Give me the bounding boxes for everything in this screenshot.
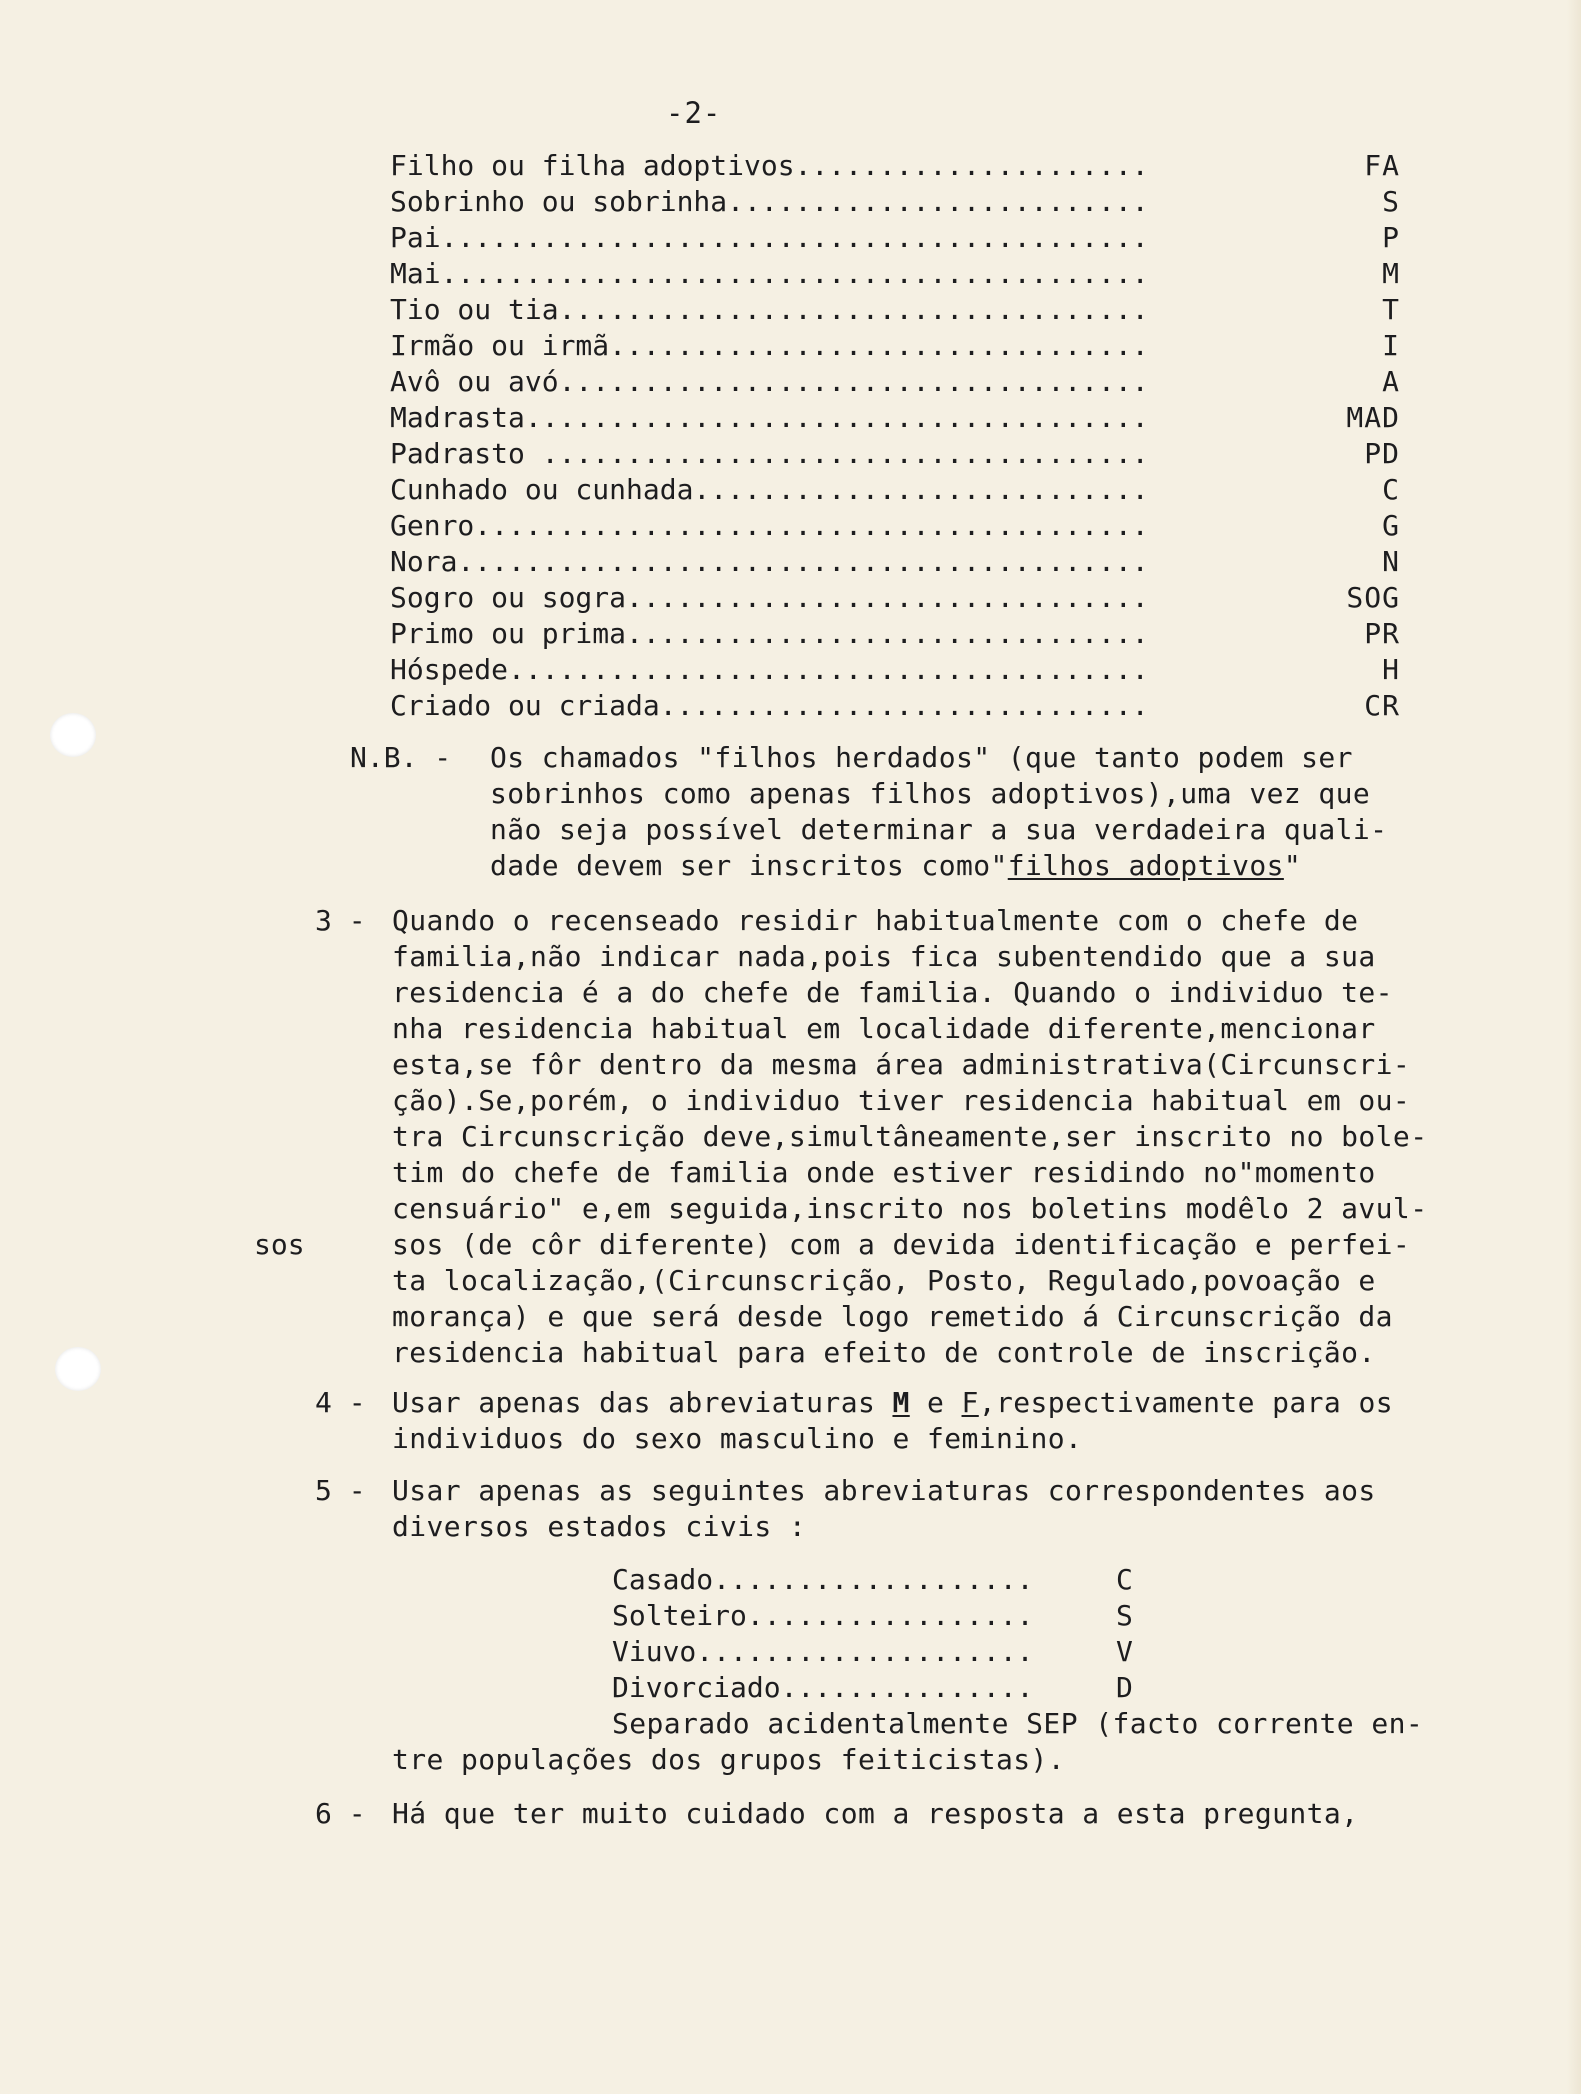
separated-line: Separado acidentalmente SEP (facto corrente en- <box>612 1707 1424 1740</box>
list-item <box>612 1598 1152 1634</box>
list-item <box>390 328 1400 364</box>
list-item <box>390 364 1400 400</box>
item-3-line: residencia habitual para efeito de controle de inscrição. <box>392 1336 1376 1369</box>
nb-line: não seja possível determinar a sua verdadeira quali- <box>490 813 1388 846</box>
list-item <box>390 580 1400 616</box>
nb-line <box>490 848 1387 884</box>
margin-note: sos <box>254 1228 305 1261</box>
relationship-code: PD <box>1364 437 1400 470</box>
civil-state-code: S <box>1116 1599 1133 1632</box>
page-number: -2- <box>666 96 722 130</box>
list-item <box>390 616 1400 652</box>
list-item <box>390 148 1400 184</box>
civil-state-label: Viuvo.................... <box>612 1635 1034 1668</box>
relationship-label: Tio ou tia................................... <box>390 293 1149 326</box>
nb-paragraph <box>490 740 1387 884</box>
relationship-label: Hóspede...................................... <box>390 653 1149 686</box>
relationship-code: SOG <box>1346 581 1400 614</box>
relationship-code: I <box>1382 329 1400 362</box>
list-item <box>390 292 1400 328</box>
list-item <box>612 1562 1152 1598</box>
relationship-code: A <box>1382 365 1400 398</box>
list-item <box>390 652 1400 688</box>
list-item <box>390 220 1400 256</box>
list-item <box>390 184 1400 220</box>
relationship-label: Cunhado ou cunhada........................... <box>390 473 1149 506</box>
civil-state-label: Solteiro................. <box>612 1599 1034 1632</box>
civil-state-list <box>612 1562 1152 1706</box>
abbr-male: M <box>892 1386 910 1419</box>
civil-state-code: V <box>1116 1635 1133 1668</box>
relationship-label: Sobrinho ou sobrinha......................... <box>390 185 1149 218</box>
nb-last-prefix: dade devem ser inscritos como" <box>490 849 1008 882</box>
civil-state-label: Divorciado............... <box>612 1671 1034 1704</box>
relationship-label: Sogro ou sogra............................... <box>390 581 1149 614</box>
abbr-female: F <box>961 1386 979 1419</box>
list-item <box>612 1670 1152 1706</box>
item-3-line: residencia é a do chefe de familia. Quando o individuo te- <box>392 976 1393 1009</box>
item-3-line: morança) e que será desde logo remetido á Circunscrição da <box>392 1300 1393 1333</box>
relationship-code: N <box>1382 545 1400 578</box>
separated-continuation: tre populações dos grupos feiticistas). <box>392 1743 1066 1776</box>
item-3-paragraph <box>392 903 1427 1371</box>
relationship-label: Criado ou criada............................. <box>390 689 1149 722</box>
civil-state-code: D <box>1116 1671 1133 1704</box>
nb-underlined-term: filhos adoptivos <box>1007 849 1284 882</box>
item-3-line: censuário" e,em seguida,inscrito nos boletins modêlo 2 avul- <box>392 1192 1428 1225</box>
relationship-code: MAD <box>1346 401 1400 434</box>
punch-hole <box>55 1347 101 1391</box>
relationship-label: Mai.......................................... <box>390 257 1149 290</box>
item-5-line: Usar apenas as seguintes abreviaturas correspondentes aos <box>392 1474 1376 1507</box>
item-5-marker: 5 - <box>315 1474 366 1507</box>
relationship-code: G <box>1382 509 1400 542</box>
list-item <box>390 508 1400 544</box>
relationship-code: H <box>1382 653 1400 686</box>
list-item <box>390 436 1400 472</box>
list-item <box>390 472 1400 508</box>
item-4-paragraph <box>392 1385 1393 1457</box>
item-3-line: tra Circunscrição deve,simultâneamente,ser inscrito no bole- <box>392 1120 1428 1153</box>
relationship-code-list <box>390 148 1400 724</box>
relationship-code: C <box>1382 473 1400 506</box>
item-3-line: esta,se fôr dentro da mesma área administrativa(Circunscri- <box>392 1048 1411 1081</box>
relationship-label: Padrasto .................................... <box>390 437 1149 470</box>
item-4-prefix: Usar apenas das abreviaturas <box>392 1386 893 1419</box>
relationship-code: FA <box>1364 149 1400 182</box>
relationship-label: Genro........................................ <box>390 509 1149 542</box>
item-4-marker: 4 - <box>315 1386 366 1419</box>
item-4-suffix: ,respectivamente para os <box>978 1386 1393 1419</box>
item-6-line: Há que ter muito cuidado com a resposta a esta pregunta, <box>392 1797 1359 1830</box>
relationship-label: Irmão ou irmã................................ <box>390 329 1149 362</box>
list-item <box>390 544 1400 580</box>
relationship-label: Avô ou avó................................... <box>390 365 1149 398</box>
list-item <box>390 688 1400 724</box>
relationship-label: Pai.......................................... <box>390 221 1149 254</box>
relationship-code: PR <box>1364 617 1400 650</box>
nb-marker: N.B. - <box>350 741 452 774</box>
relationship-code: M <box>1382 257 1400 290</box>
item-5-paragraph <box>392 1473 1376 1545</box>
item-3-line: sos (de côr diferente) com a devida identificação e perfei- <box>392 1228 1411 1261</box>
list-item <box>390 256 1400 292</box>
list-item <box>390 400 1400 436</box>
item-3-line: tim do chefe de familia onde estiver residindo no"momento <box>392 1156 1376 1189</box>
item-3-line: Quando o recenseado residir habitualmente com o chefe de <box>392 904 1359 937</box>
list-item <box>612 1634 1152 1670</box>
item-6-marker: 6 - <box>315 1797 366 1830</box>
nb-line: Os chamados "filhos herdados" (que tanto podem ser <box>490 741 1353 774</box>
item-3-line: ta localização,(Circunscrição, Posto, Regulado,povoação e <box>392 1264 1376 1297</box>
relationship-code: T <box>1382 293 1400 326</box>
relationship-code: P <box>1382 221 1400 254</box>
civil-state-code: C <box>1116 1563 1133 1596</box>
nb-last-suffix: " <box>1283 849 1302 882</box>
punch-hole <box>50 713 96 757</box>
item-3-marker: 3 - <box>315 904 366 937</box>
page-edge-shadow <box>1567 0 1581 2094</box>
item-3-line: nha residencia habitual em localidade diferente,mencionar <box>392 1012 1376 1045</box>
item-3-line: familia,não indicar nada,pois fica subentendido que a sua <box>392 940 1376 973</box>
item-3-line: ção).Se,porém, o individuo tiver residencia habitual em ou- <box>392 1084 1411 1117</box>
item-4-mid: e <box>909 1386 962 1419</box>
item-4-line: individuos do sexo masculino e feminino. <box>392 1422 1083 1455</box>
relationship-label: Filho ou filha adoptivos..................... <box>390 149 1149 182</box>
relationship-label: Primo ou prima............................... <box>390 617 1149 650</box>
item-5-line: diversos estados civis : <box>392 1510 807 1543</box>
nb-line: sobrinhos como apenas filhos adoptivos),uma vez que <box>490 777 1371 810</box>
relationship-label: Nora......................................... <box>390 545 1149 578</box>
relationship-code: S <box>1382 185 1400 218</box>
civil-state-label: Casado................... <box>612 1563 1034 1596</box>
relationship-code: CR <box>1364 689 1400 722</box>
relationship-label: Madrasta..................................... <box>390 401 1149 434</box>
item-4-line <box>392 1385 1393 1421</box>
